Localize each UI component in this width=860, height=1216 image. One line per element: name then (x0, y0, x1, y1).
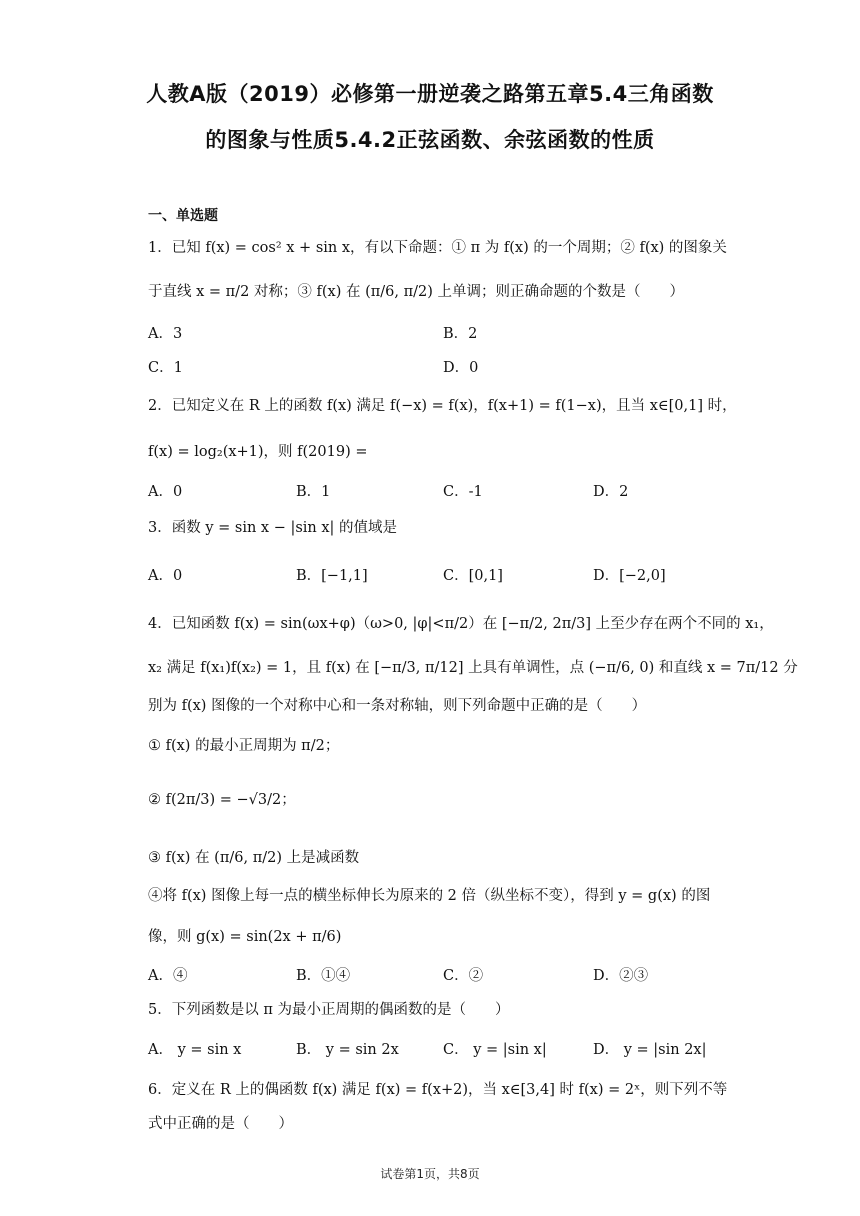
q3-option-c: C．[0,1] (443, 568, 503, 584)
q3-line-1: 3．函数 y = sin x − |sin x| 的值域是 (148, 520, 398, 536)
q4-line-3: 别为 f(x) 图像的一个对称中心和一条对称轴，则下列命题中正确的是（ ） (148, 698, 647, 714)
q4-statement-3: ③ f(x) 在 (π/6, π/2) 上是减函数 (148, 850, 360, 866)
q4-statement-4-cont: 像，则 g(x) = sin(2x + π/6) (148, 929, 342, 945)
q4-line-2: x₂ 满足 f(x₁)f(x₂) = 1，且 f(x) 在 [−π/3, π/12] 上具有单调性，点 (−π/6, 0) 和直线 x = 7π/12 分 (148, 660, 798, 676)
q2-option-b: B．1 (296, 484, 331, 500)
section-heading: 一、单选题 (148, 208, 218, 224)
q6-line-2: 式中正确的是（ ） (148, 1116, 293, 1132)
q2-option-d: D．2 (593, 484, 629, 500)
q4-option-b: B．①④ (296, 968, 351, 984)
q1-option-a: A．3 (148, 326, 183, 342)
q4-statement-2: ② f(2π/3) = −√3/2； (148, 792, 296, 808)
q5-option-c: C． y = |sin x| (443, 1042, 547, 1058)
title-line-1: 人教A版（2019）必修第一册逆袭之路第五章5.4三角函数 (146, 82, 714, 106)
q1-option-c: C．1 (148, 360, 183, 376)
q1-line-2: 于直线 x = π/2 对称；③ f(x) 在 (π/6, π/2) 上单调；则正确命题的个数是（ ） (148, 284, 685, 300)
q4-statement-1: ① f(x) 的最小正周期为 π/2； (148, 738, 340, 754)
q5-option-d: D． y = |sin 2x| (593, 1042, 707, 1058)
title-line-2: 的图象与性质5.4.2正弦函数、余弦函数的性质 (205, 128, 655, 152)
q3-option-a: A．0 (148, 568, 183, 584)
q2-line-1: 2．已知定义在 R 上的函数 f(x) 满足 f(−x) = f(x)，f(x+1) = f(1−x)，且当 x∈[0,1] 时， (148, 398, 737, 414)
q2-line-2: f(x) = log₂(x+1)，则 f(2019) = (148, 444, 368, 460)
q4-option-d: D．②③ (593, 968, 649, 984)
q6-line-1: 6．定义在 R 上的偶函数 f(x) 满足 f(x) = f(x+2)，当 x∈[3,4] 时 f(x) = 2ˣ，则下列不等 (148, 1082, 728, 1098)
q3-option-b: B．[−1,1] (296, 568, 368, 584)
q4-statement-4: ④将 f(x) 图像上每一点的横坐标伸长为原来的 2 倍（纵坐标不变），得到 y = g(x) 的图 (148, 888, 711, 904)
q3-option-d: D．[−2,0] (593, 568, 666, 584)
q2-option-c: C．-1 (443, 484, 483, 500)
page-footer: 试卷第1页，共8页 (380, 1167, 480, 1181)
q5-option-b: B． y = sin 2x (296, 1042, 399, 1058)
q1-option-d: D．0 (443, 360, 479, 376)
q4-option-c: C．② (443, 968, 484, 984)
q2-option-a: A．0 (148, 484, 183, 500)
q4-option-a: A．④ (148, 968, 188, 984)
q1-option-b: B．2 (443, 326, 478, 342)
q5-option-a: A． y = sin x (148, 1042, 242, 1058)
q4-line-1: 4．已知函数 f(x) = sin(ωx+φ)（ω>0, |φ|<π/2）在 [−π/2, 2π/3] 上至少存在两个不同的 x₁， (148, 616, 774, 632)
q1-line-1: 1．已知 f(x) = cos² x + sin x，有以下命题：① π 为 f(x) 的一个周期；② f(x) 的图象关 (148, 240, 727, 256)
q5-line-1: 5．下列函数是以 π 为最小正周期的偶函数的是（ ） (148, 1002, 510, 1018)
